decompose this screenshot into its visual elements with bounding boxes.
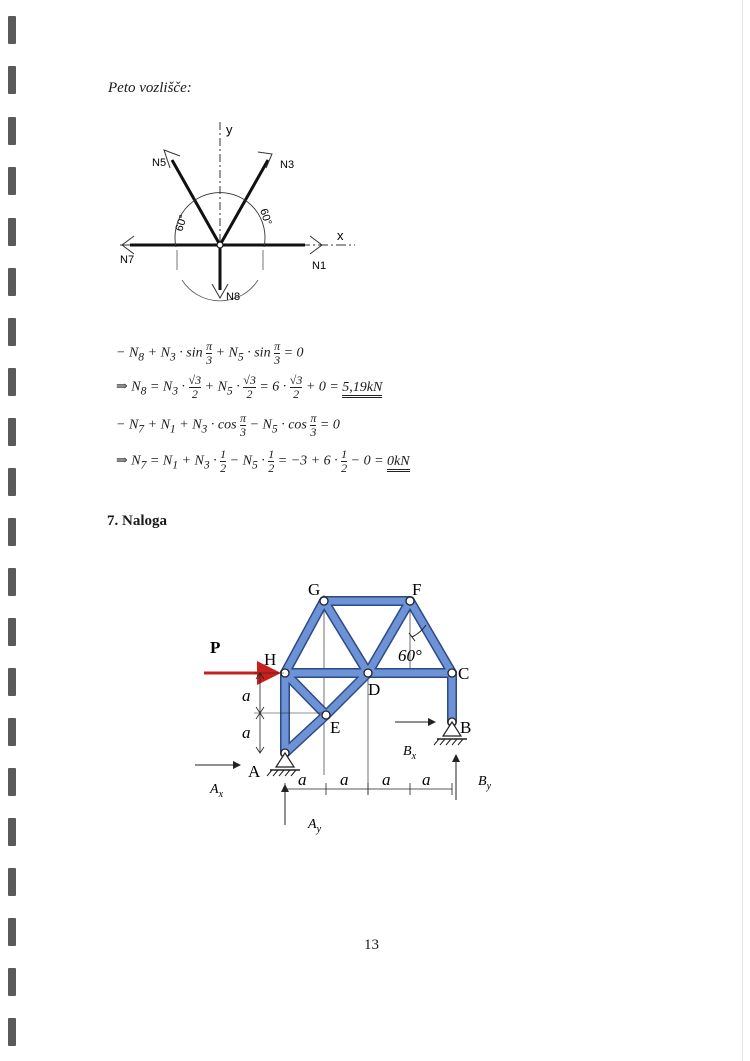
node-label-h: H [264, 650, 277, 669]
binding-hole [8, 818, 16, 846]
member-n3 [220, 160, 268, 245]
dim-label-a: a [242, 723, 251, 742]
truss-angle-label: 60° [398, 646, 422, 665]
node-label-d: D [368, 680, 381, 699]
result-n7: 0kN [387, 454, 410, 472]
binding-hole [8, 167, 16, 195]
task-heading: 7. Naloga [107, 513, 167, 529]
equation-2: ⇒ $N_8 = N_3$ · $\frac{√3}{2}$ + $N_5$ · $\frac{√3}{2}$ = 6 · $\frac{√3}{2}$ + 0 = 5,19kN [116, 373, 383, 401]
binding-hole [8, 1018, 16, 1046]
force-label-n8: N8 [226, 291, 241, 303]
binding-hole [8, 768, 16, 796]
dim-label-a: a [242, 686, 251, 705]
force-label-n7: N7 [120, 254, 135, 266]
equation-3: − $N_7 + N_1 + N_3 \cdot \cos$ $\frac{\pi}{3}$ − $N_5 \cdot \cos$ $\frac{\pi}{3}$ = 0 [116, 411, 340, 439]
binding-hole [8, 668, 16, 696]
binding-hole [8, 718, 16, 746]
binding-hole [8, 218, 16, 246]
force-label-n5: N5 [152, 157, 167, 169]
node-label-b: B [460, 718, 472, 737]
angle-label-right: 60° [257, 207, 274, 227]
section-title: Peto vozlišče: [108, 80, 192, 96]
truss-diagram [190, 575, 530, 840]
angle-label-left: 60° [173, 213, 190, 233]
binding-hole [8, 66, 16, 94]
node-label-g: G [308, 580, 321, 599]
load-label: P [210, 638, 221, 657]
page-edge [742, 0, 743, 1061]
binding-hole [8, 117, 16, 145]
dim-label-a: a [382, 770, 391, 789]
binding-hole [8, 318, 16, 346]
node-label-c: C [458, 664, 470, 683]
member-n5 [172, 160, 220, 245]
binding-hole [8, 918, 16, 946]
node-point [217, 242, 223, 248]
force-label-n1: N1 [312, 260, 327, 272]
node-free-body-diagram [100, 110, 380, 320]
result-n8: 5,19kN [342, 380, 382, 398]
reaction-ay-label: $A_y$ [308, 817, 322, 835]
support-a [267, 753, 300, 776]
node-label-a: A [248, 762, 261, 781]
reaction-ax-label: $A_x$ [210, 782, 224, 800]
dim-label-a: a [422, 770, 431, 789]
force-label-n3: N3 [280, 159, 295, 171]
binding-hole [8, 968, 16, 996]
binding-hole [8, 16, 16, 44]
arrow-n5-icon [164, 150, 180, 168]
binding-strip [0, 0, 24, 1061]
binding-hole [8, 568, 16, 596]
binding-hole [8, 368, 16, 396]
reaction-by-label: $B_y$ [478, 774, 492, 792]
y-axis-label: y [226, 122, 233, 137]
binding-hole [8, 518, 16, 546]
page-number: 13 [364, 937, 379, 953]
binding-hole [8, 618, 16, 646]
dim-label-a: a [340, 770, 349, 789]
reaction-bx-label: $B_x$ [403, 744, 417, 762]
equation-4: ⇒ $N_7 = N_1 + N_3$ · $\frac{1}{2}$ − $N_5$ · $\frac{1}{2}$ = −3 + 6 · $\frac{1}{2}$ − 0 = 0kN [116, 447, 410, 475]
binding-hole [8, 468, 16, 496]
x-axis-label: x [337, 228, 344, 243]
binding-hole [8, 868, 16, 896]
node-label-f: F [412, 580, 422, 599]
binding-hole [8, 268, 16, 296]
dim-label-a: a [298, 770, 307, 789]
equation-1: − $N_8 + N_3 \cdot \sin$ $\frac{\pi}{3}$ + $N_5 \cdot \sin$ $\frac{\pi}{3}$ = 0 [116, 339, 304, 367]
binding-hole [8, 418, 16, 446]
node-label-e: E [330, 718, 341, 737]
